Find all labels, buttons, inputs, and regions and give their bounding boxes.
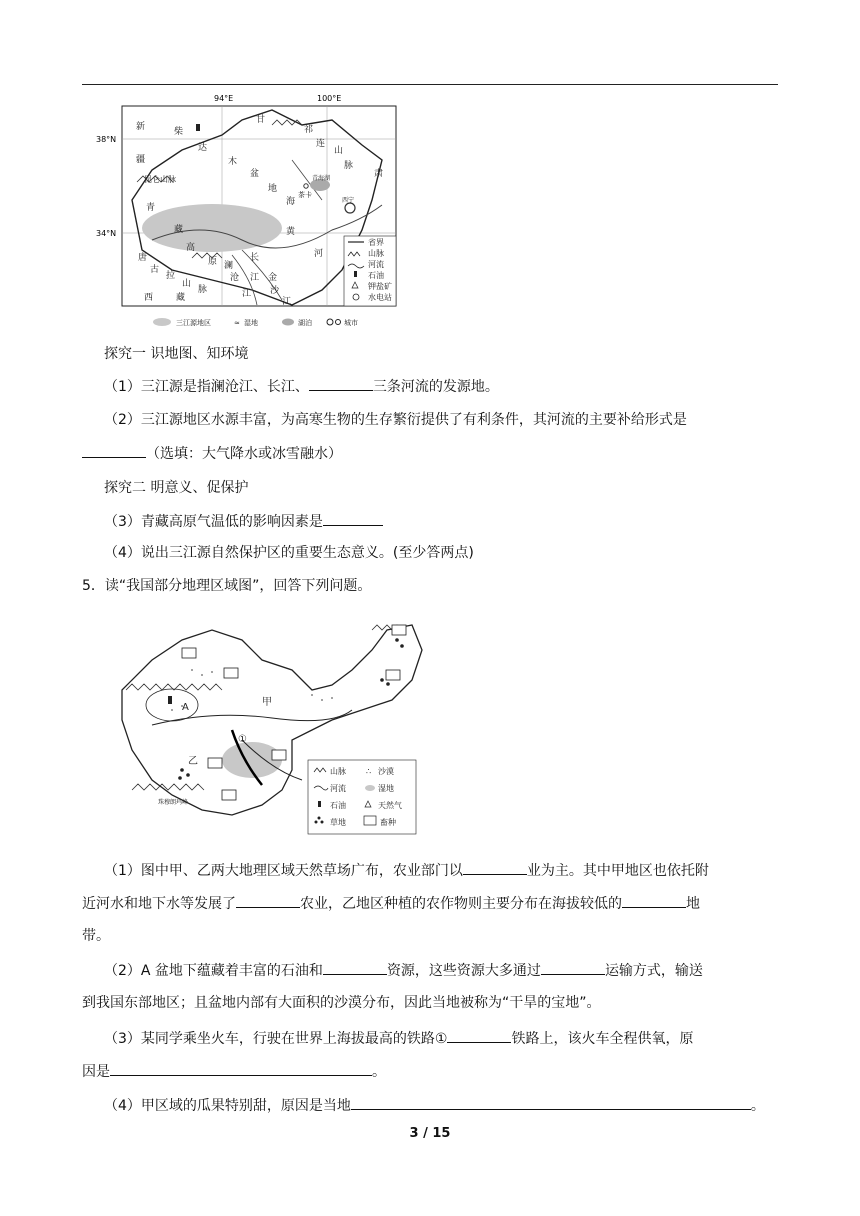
svg-text:沙漠: 沙漠 (378, 767, 394, 776)
answer-blank[interactable] (236, 893, 300, 908)
map2-legend (308, 760, 416, 834)
svg-text:拉: 拉 (166, 271, 176, 281)
svg-text:长: 长 (250, 253, 260, 263)
question-5-3-cont: 因是 。 (82, 1061, 386, 1082)
svg-text:藏: 藏 (174, 225, 184, 235)
answer-blank[interactable] (309, 376, 373, 391)
svg-text:山: 山 (182, 279, 192, 289)
question-1: （1）三江源是指澜沧江、长江、 三条河流的发源地。 (104, 376, 499, 397)
sanjiangyuan-map (92, 90, 412, 332)
svg-text:河流: 河流 (330, 784, 346, 793)
label-region-jia: 甲 (262, 697, 272, 708)
svg-text:江: 江 (242, 289, 252, 299)
svg-text:脉: 脉 (198, 285, 208, 295)
svg-text:湿地: 湿地 (244, 319, 258, 327)
answer-blank[interactable] (463, 860, 527, 875)
question-5-1-cont: 近河水和地下水等发展了 农业，乙地区种植的农作物则主要分布在海拔较低的 地 (82, 893, 700, 914)
svg-text:海: 海 (286, 197, 296, 207)
question-5-1: （1）图中甲、乙两大地理区域天然草场广布，农业部门以 业为主。其中甲地区也依托附 (104, 860, 709, 881)
svg-text:水电站: 水电站 (368, 293, 392, 302)
svg-text:高: 高 (186, 243, 196, 253)
svg-text:钾盐矿: 钾盐矿 (368, 282, 392, 291)
svg-text:畜种: 畜种 (380, 818, 396, 827)
svg-text:疆: 疆 (136, 155, 146, 165)
svg-text:黄: 黄 (286, 227, 296, 237)
label-region-yi: 乙 (188, 756, 198, 767)
svg-text:城市: 城市 (344, 319, 358, 327)
svg-text:山: 山 (334, 146, 344, 156)
svg-text:石油: 石油 (330, 801, 346, 810)
svg-text:江: 江 (282, 297, 292, 307)
question-2: （2）三江源地区水源丰富，为高寒生物的生存繁衍提供了有利条件，其河流的主要补给形式是 (104, 412, 687, 428)
svg-text:甘: 甘 (256, 115, 266, 125)
svg-text:西: 西 (144, 293, 154, 303)
svg-text:金: 金 (268, 273, 278, 283)
question-5-2: （2）A 盆地下蕴藏着丰富的石油和 资源，这些资源大多通过 运输方式，输送 (104, 960, 703, 981)
answer-blank[interactable] (541, 960, 605, 975)
svg-text:昆仑山脉: 昆仑山脉 (144, 175, 176, 184)
answer-blank[interactable] (82, 443, 146, 458)
sanjiangyuan-area (142, 204, 282, 252)
svg-text:地: 地 (268, 184, 278, 194)
question-2-cont: （选填：大气降水或冰雪融水） (82, 443, 342, 464)
question-5-4: （4）甲区域的瓜果特别甜，原因是当地 。 (104, 1095, 765, 1116)
section-2-heading: 探究二 明意义、促保护 (104, 480, 249, 496)
svg-text:河流: 河流 (368, 260, 384, 269)
svg-text:≈: ≈ (234, 319, 240, 327)
svg-text:草地: 草地 (330, 818, 346, 827)
svg-text:青海湖: 青海湖 (312, 175, 331, 182)
svg-text:河: 河 (314, 249, 324, 259)
svg-text:石油: 石油 (368, 271, 384, 280)
map1-bottom-legend (153, 318, 358, 327)
svg-text:茶卡: 茶卡 (298, 191, 312, 199)
svg-text:澜: 澜 (224, 261, 234, 271)
svg-text:祁: 祁 (304, 125, 314, 135)
svg-text:沧: 沧 (230, 273, 240, 283)
answer-blank[interactable] (323, 511, 383, 526)
map1-lat-38: 38°N (96, 135, 117, 144)
svg-text:柴: 柴 (174, 127, 184, 137)
svg-text:山脉: 山脉 (368, 249, 384, 258)
svg-text:湖泊: 湖泊 (298, 319, 312, 327)
svg-text:达: 达 (198, 143, 208, 153)
svg-text:青: 青 (146, 203, 156, 213)
label-everest: 珠穆朗玛峰 (158, 799, 189, 806)
svg-text:山脉: 山脉 (330, 767, 346, 776)
answer-blank[interactable] (622, 893, 686, 908)
answer-blank[interactable] (110, 1061, 372, 1076)
answer-blank[interactable] (351, 1095, 751, 1110)
svg-text:盆: 盆 (250, 169, 260, 179)
map1-legend (344, 236, 396, 306)
svg-text:唐: 唐 (138, 253, 148, 263)
svg-text:湿地: 湿地 (378, 784, 394, 793)
svg-text:肃: 肃 (374, 169, 384, 179)
svg-text:三江源地区: 三江源地区 (176, 319, 211, 327)
svg-text:江: 江 (250, 273, 260, 283)
svg-text:天然气: 天然气 (378, 801, 402, 810)
svg-text:脉: 脉 (344, 161, 354, 171)
svg-text:连: 连 (316, 139, 326, 149)
header-rule (82, 84, 778, 85)
svg-text:木: 木 (228, 157, 238, 167)
map1-lon-100: 100°E (317, 94, 342, 103)
svg-text:∴: ∴ (366, 767, 372, 776)
svg-text:藏: 藏 (176, 293, 186, 303)
map1-lat-34: 34°N (96, 229, 117, 238)
svg-text:古: 古 (150, 265, 160, 275)
svg-text:沙: 沙 (270, 286, 280, 296)
answer-blank[interactable] (447, 1028, 511, 1043)
svg-text:西宁: 西宁 (342, 197, 355, 204)
svg-text:新: 新 (136, 122, 146, 132)
svg-text:省界: 省界 (368, 238, 384, 247)
question-4: （4）说出三江源自然保护区的重要生态意义。(至少答两点) (104, 545, 474, 561)
question-5-title: 5．读“我国部分地理区域图”，回答下列问题。 (82, 578, 372, 594)
regional-map (112, 610, 424, 842)
question-5-2-cont: 到我国东部地区；且盆地内部有大面积的沙漠分布，因此当地被称为“干旱的宝地”。 (82, 995, 601, 1011)
question-5-3: （3）某同学乘坐火车，行驶在世界上海拔最高的铁路① 铁路上，该火车全程供氧，原 (104, 1028, 693, 1049)
map1-lon-94: 94°E (214, 94, 234, 103)
label-basin-a: A (182, 702, 189, 713)
section-1-heading: 探究一 识地图、知环境 (104, 346, 249, 362)
question-5-1-end: 带。 (82, 928, 110, 944)
svg-text:原: 原 (208, 257, 218, 267)
page-number: 3 / 15 (409, 1126, 451, 1141)
answer-blank[interactable] (323, 960, 387, 975)
label-railway-1: ① (238, 734, 247, 745)
question-3: （3）青藏高原气温低的影响因素是 (104, 511, 383, 532)
